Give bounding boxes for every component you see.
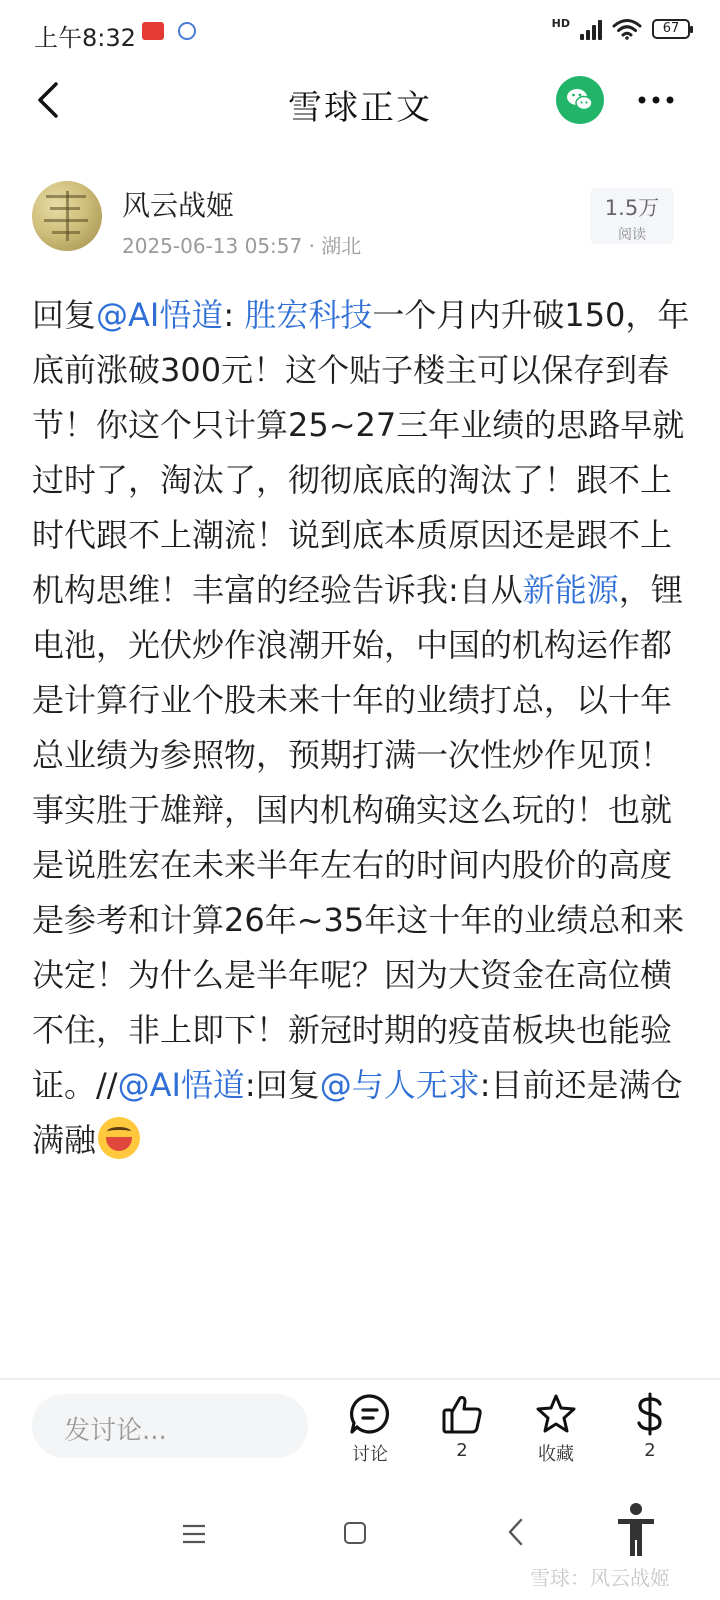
star-icon: [534, 1392, 578, 1436]
stock-link[interactable]: 胜宏科技: [244, 296, 373, 334]
mention-link[interactable]: @AI悟道: [117, 1066, 245, 1104]
status-bar: [0, 0, 720, 70]
favorite-label: 收藏: [538, 1444, 574, 1465]
wifi-icon: [612, 18, 642, 40]
page-title: 雪球正文: [288, 88, 432, 128]
view-count-badge: [590, 188, 674, 244]
discuss-placeholder: 发讨论...: [64, 1416, 167, 1446]
like-icon: [440, 1392, 484, 1436]
wechat-icon: [556, 76, 604, 124]
nav-back-icon[interactable]: [506, 1518, 526, 1546]
discuss-input[interactable]: [32, 1394, 308, 1458]
text-segment: ，锂电池，光伏炒作浪潮开始，中国的机构运作都是计算行业个股未来十年的业绩打总，以十年总业绩为参照物，预期打满一次性炒作见顶！事实胜于雄辩，国内机构确实这么玩的！也就是说胜宏在未来半年左右的时间内股价的高度是参考和计算26年~35年这十年的业绩总和来决定！为什么是半年呢？因为大资金在高位横不住，非上即下！新冠时期的疫苗板块也能验证。//: [32, 571, 685, 1104]
reward-button[interactable]: [620, 1392, 680, 1461]
title-bar: [0, 70, 720, 134]
view-count: 1.5万: [604, 196, 660, 220]
text-segment: 一个月内升破150，年底前涨破300元！这个贴子楼主可以保存到春节！你这个只计算25~27三年业绩的思路早就过时了，淘汰了，彻彻底底的淘汰了！跟不上时代跟不上潮流！说到底本质原因还是跟不上机构思维！丰富的经验告诉我:自从: [32, 296, 690, 609]
favorite-button[interactable]: [526, 1392, 586, 1466]
text-segment: :目前还是满仓满融: [32, 1066, 683, 1159]
avatar[interactable]: [32, 181, 102, 251]
more-icon[interactable]: [636, 88, 676, 112]
status-time: 上午8:32: [34, 24, 136, 52]
like-button[interactable]: [432, 1392, 492, 1461]
mention-link[interactable]: @与人无求: [319, 1066, 480, 1104]
network-speed-icon: [178, 22, 196, 40]
discuss-label: 讨论: [352, 1444, 388, 1465]
battery-icon: 67: [652, 19, 690, 39]
notification-app-icon: [142, 22, 164, 40]
laughing-emoji-icon: [98, 1117, 140, 1159]
post-meta: 2025-06-13 05:57 · 湖北: [122, 234, 362, 258]
watermark: 雪球：风云战姬: [530, 1566, 670, 1590]
home-icon[interactable]: [344, 1522, 366, 1544]
post-content: [32, 288, 692, 1168]
dollar-icon: [628, 1392, 672, 1436]
mention-link[interactable]: @AI悟道: [96, 296, 224, 334]
topic-link[interactable]: 新能源: [522, 571, 619, 609]
reward-count: 2: [644, 1440, 656, 1461]
accessibility-icon[interactable]: [616, 1502, 656, 1558]
text-segment: :回复: [244, 1066, 320, 1104]
wechat-share-button[interactable]: [556, 76, 604, 124]
status-right-group: [552, 18, 690, 40]
signal-icon: [580, 18, 602, 40]
like-count: 2: [456, 1440, 468, 1461]
text-segment: :: [223, 296, 245, 334]
hd-label: HD: [551, 16, 570, 30]
text-segment: 回复: [32, 296, 97, 334]
author-name[interactable]: 风云战姬: [122, 189, 235, 222]
view-count-label: 阅读: [618, 227, 646, 243]
divider: [0, 1378, 720, 1380]
discuss-button[interactable]: [340, 1392, 400, 1466]
menu-icon[interactable]: [182, 1524, 206, 1544]
discuss-icon: [348, 1392, 392, 1436]
